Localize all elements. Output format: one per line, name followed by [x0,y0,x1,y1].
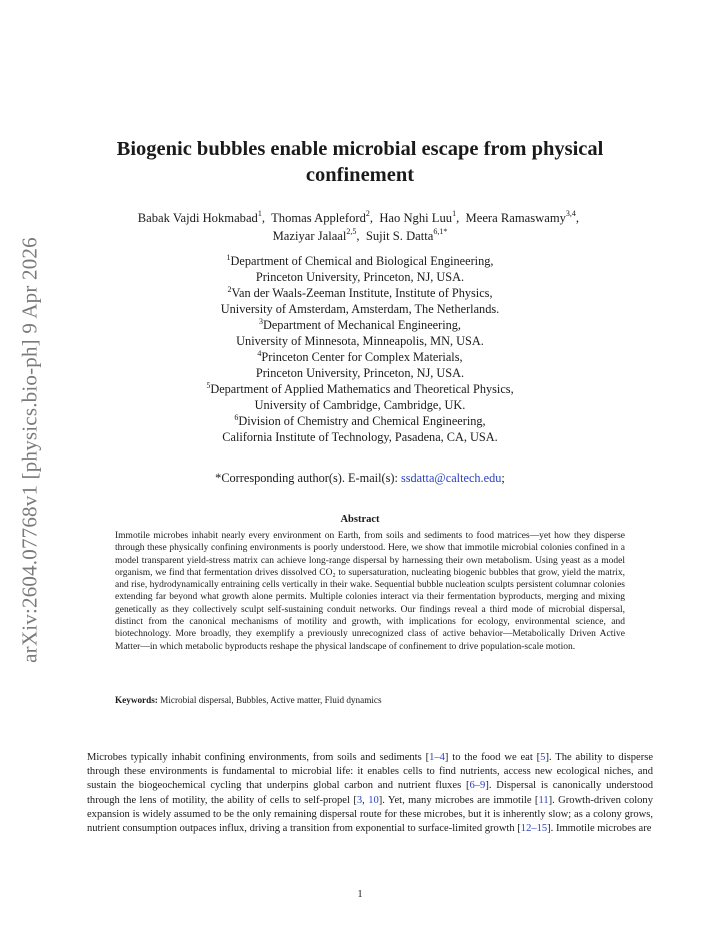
affiliation-line [100,413,620,429]
author-name: Thomas Appleford [271,211,366,225]
author-line-1: Babak Vajdi Hokmabad$^1$, Thomas Appleford$^2$, Hao Nghi Luu$^1$, Meera Ramaswamy$^{3,4}$, [137,209,583,225]
body-text-segment: ] to the food we eat [ [444,752,541,763]
citation-link[interactable]: 1–4 [429,752,445,763]
body-text-segment: ]. Immotile microbes are [547,823,652,835]
arxiv-identifier: arXiv:2604.07768v1 [physics.bio-ph] 9 Apr 2026 [17,237,42,663]
corresponding-suffix: ; [501,471,505,485]
affiliation-line [100,317,620,333]
author-affiliation-marker: 2,5 [346,227,357,236]
affiliation-institution: University of Cambridge, Cambridge, UK. [254,398,466,412]
citation-link[interactable]: 5 [540,752,546,763]
body-paragraph [87,751,653,836]
affiliation-marker: 1 [226,253,231,262]
abstract-heading: Abstract [340,514,380,525]
affiliation-marker: 6 [234,413,239,422]
affiliation-department: Department of Applied Mathematics and Theoretical Physics, [210,382,514,396]
affiliation-department: Van der Waals-Zeeman Institute, Institute of Physics, [231,286,493,300]
keywords-text: Microbial dispersal, Bubbles, Active matter, Fluid dynamics [157,695,382,705]
keywords [115,695,625,705]
affiliation-department: Department of Chemical and Biological Engineering, [230,254,494,268]
affiliation-marker: 3 [258,317,263,326]
author-name: Meera Ramaswamy [465,211,566,225]
author-affiliation-marker: 1 [452,209,457,218]
affiliation-marker: 2 [227,285,232,294]
body-text-segment: ]. Growth-driven colony expansion is widely assumed to be the only remaining dispersal route for these microbes, but it is inherently slow; as a colony grows, nutrient consumption outpaces influx, driving a transition from exponential to surface-limited growth [ [87,794,653,835]
affiliation-line [100,349,620,365]
author-name: Babak Vajdi Hokmabad [137,211,258,225]
page-number: 1 [357,889,363,900]
corresponding-author [100,471,620,486]
citation-link[interactable]: 3 [356,794,363,806]
affiliation-marker: 4 [257,349,262,358]
citation-link[interactable]: 11 [538,794,549,806]
author-name: Sujit S. Datta [365,229,434,243]
citation-link[interactable]: 12–15 [520,823,548,835]
affiliation-department: Division of Chemistry and Chemical Engineering, [238,414,486,428]
citation-link[interactable]: 10 [368,794,379,806]
affiliation-marker: 5 [206,381,211,390]
body-text-segment: ]. Dispersal is canonically understood through the lens of motility, the ability of cells to self-propel [ [87,780,653,806]
author-affiliation-marker: 2 [365,209,370,218]
affiliation-institution: University of Amsterdam, Amsterdam, The Netherlands. [220,302,500,316]
paper-title: Biogenic bubbles enable microbial escape from physical confinement [116,138,604,186]
affiliation-institution: California Institute of Technology, Pasadena, CA, USA. [222,430,498,444]
affiliation-line [100,285,620,301]
abstract-text: Immotile microbes inhabit nearly every environment on Earth, from soils and sediments to food matrices—yet how they disperse through these physically confining environments is poorly understood. Here, we show that immotile microbial colonies confined in a model transparent yield-stress matrix can achieve long-range dispersal by harnessing their own metabolism. Using yeast as a model organism, we find that fermentation drives dissolved CO₂ to supersaturation, nucleating biogenic bubbles that grow, yield the matrix, and rise, hydrodynamically entraining cells vertically in their wake. Sequential bubble nucleation sculpts persistent columnar colonies extending far beyond what growth alone permits. Multiple colonies interact via their fermentation byproducts, merging and mixing genetically as they collectively sculpt self-sustaining conduit networks. Our findings reveal a third mode of microbial dispersal, distinct from the canonical mechanisms of motility and growth, with implications for ecology, environmental science, and biotechnology. More broadly, they exemplify a previously unrecognized class of active behavior—Metabolically Driven Active Matter—in which metabolic byproducts reshape the physical landscape of confinement to drive population-scale motion. [115,531,625,652]
author-line-2: Maziyar Jalaal$^{2,5}$, Sujit S. Datta$^{6,1*}$ [272,227,448,243]
affiliation-institution: Princeton University, Princeton, NJ, USA. [255,270,465,284]
affiliation-institution: University of Minnesota, Minneapolis, MN, USA. [236,334,484,348]
email-link[interactable]: ssdatta@caltech.edu [400,471,502,485]
body-text-segment: ]. The ability to disperse through these environments is fundamental to microbial life: it enables cells to find nutrients, access new ecological niches, and sustain the biogeochemical cycling that underpins global carbon and nutrient fluxes [ [87,752,653,792]
author-affiliation-marker: 6,1* [433,227,448,236]
affiliation-institution: Princeton University, Princeton, NJ, USA. [255,366,465,380]
affiliation-department: Princeton Center for Complex Materials, [261,350,463,364]
author-affiliation-marker: 1 [257,209,262,218]
body-text-segment: ]. Yet, many microbes are immotile [ [378,794,539,806]
affiliation-department: Department of Mechanical Engineering, [262,318,462,332]
corresponding-prefix: *Corresponding author(s). E-mail(s): [215,471,401,485]
body-text-segment: Microbes typically inhabit confining environments, from soils and sediments [ [87,752,430,763]
keywords-label: Keywords: [115,695,158,705]
author-list [80,209,640,245]
affiliation-line [100,253,620,269]
author-affiliation-marker: 3,4 [565,209,576,218]
affiliation-list [100,253,620,445]
author-name: Hao Nghi Luu [379,211,453,225]
body-text-segment: , [362,794,369,806]
arxiv-sidebar [8,220,52,680]
author-name: Maziyar Jalaal [272,229,347,243]
citation-link[interactable]: 6–9 [469,780,486,792]
affiliation-line [100,381,620,397]
